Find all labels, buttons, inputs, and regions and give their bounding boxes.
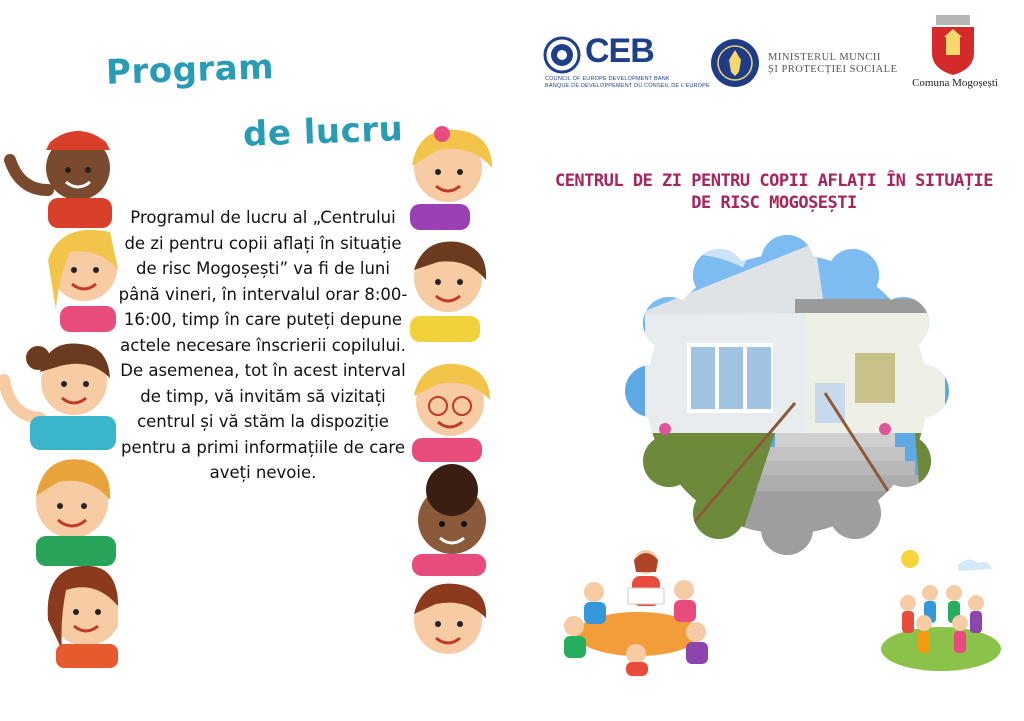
program-title-line2: de lucru — [242, 109, 404, 155]
ministry-name-line2: ȘI PROTECȚIEI SOCIALE — [768, 64, 898, 75]
program-description — [118, 205, 408, 486]
program-paragraph-1: Programul de lucru al „Centrului de zi pentru copii aflați în situație de risc Mogoșești” va fi de luni până vineri, în intervalul orar 8:00-16:00, timp în care puteți depune actele necesare înscrierii copilului. — [118, 208, 408, 355]
center-title-line1: CENTRUL DE ZI PENTRU COPII AFLAȚI ÎN SITUAȚIE — [554, 171, 994, 191]
center-title-line2: DE RISC MOGOȘEȘTI — [691, 193, 857, 213]
ministry-name-line1: MINISTERUL MUNCII — [768, 52, 881, 63]
commune-name: Comuna Mogoșești — [912, 77, 998, 89]
ceb-tagline-en: COUNCIL OF EUROPE DEVELOPMENT BANK — [545, 76, 670, 82]
ministry-logo — [710, 38, 898, 90]
kids-in-circle-illustration — [878, 545, 1004, 675]
commune-crest-icon — [930, 15, 976, 75]
program-title-line1: Program — [105, 47, 275, 93]
kids-at-table-illustration — [556, 548, 716, 676]
ceb-logo — [543, 32, 710, 89]
commune-logo — [905, 15, 1005, 93]
ceb-star-icon — [543, 36, 581, 74]
center-building-photo — [625, 233, 950, 555]
ceb-name: CEB — [585, 32, 654, 70]
government-seal-icon — [710, 38, 760, 88]
cartoon-kids-left-illustration — [0, 120, 118, 668]
ceb-tagline-fr: BANQUE DE DÉVELOPPEMENT DU CONSEIL DE L'EUROPE — [545, 83, 710, 89]
program-paragraph-2: De asemenea, tot în acest interval de timp, vă invităm să vizitați centrul și vă stăm la dispoziție pentru a primi informațiile de care aveți nevoie. — [120, 361, 406, 482]
cartoon-kids-right-illustration — [408, 120, 500, 668]
center-title — [534, 170, 1014, 214]
